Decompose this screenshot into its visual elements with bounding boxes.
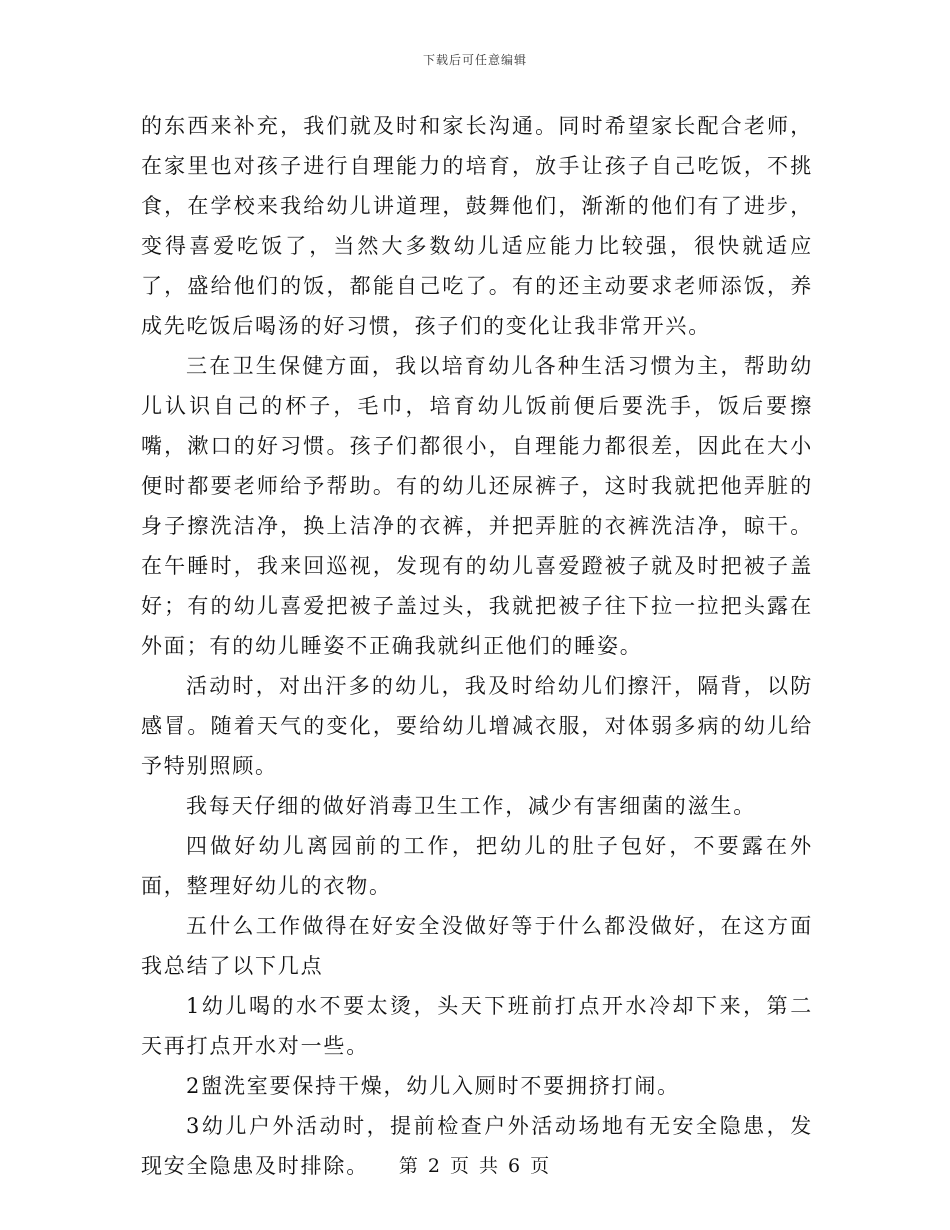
page-header: 下载后可任意编辑 xyxy=(422,53,527,67)
page-number-footer: 第 2 页 共 6 页 xyxy=(398,1155,552,1177)
paragraph-departure-prep: 四做好幼儿离园前的工作，把幼儿的肚子包好，不要露在外面，整理好幼儿的衣物。 xyxy=(141,834,813,898)
paragraph-safety-point-3: 3幼儿户外活动时，提前检查户外活动场地有无安全隐患，发现安全隐患及时排除。 xyxy=(141,1114,813,1178)
paragraph-activity-sweat: 活动时，对出汗多的幼儿，我及时给幼儿们擦汗，隔背，以防感冒。随着天气的变化，要给幼儿增减衣服，对体弱多病的幼儿给予特别照顾。 xyxy=(141,674,813,778)
document-body xyxy=(141,106,813,1186)
paragraph-hygiene-care: 三在卫生保健方面，我以培育幼儿各种生活习惯为主，帮助幼儿认识自己的杯子，毛巾，培育幼儿饭前便后要洗手，饭后要擦嘴，漱口的好习惯。孩子们都很小，自理能力都很差，因此在大小便时都要老师给予帮助。有的幼儿还尿裤子，这时我就把他弄脏的身子擦洗洁净，换上洁净的衣裤，并把弄脏的衣裤洗洁净，晾干。在午睡时，我来回巡视，发现有的幼儿喜爱蹬被子就及时把被子盖好；有的幼儿喜爱把被子盖过头，我就把被子往下拉一拉把头露在外面；有的幼儿睡姿不正确我就纠正他们的睡姿。 xyxy=(141,354,813,658)
paragraph-safety-point-1: 1幼儿喝的水不要太烫，头天下班前打点开水冷却下来，第二天再打点开水对一些。 xyxy=(141,994,813,1058)
paragraph-safety-intro: 五什么工作做得在好安全没做好等于什么都没做好，在这方面我总结了以下几点 xyxy=(141,914,813,978)
paragraph-disinfection: 我每天仔细的做好消毒卫生工作，减少有害细菌的滋生。 xyxy=(186,794,756,818)
paragraph-continuation: 的东西来补充，我们就及时和家长沟通。同时希望家长配合老师，在家里也对孩子进行自理能力的培育，放手让孩子自己吃饭，不挑食，在学校来我给幼儿讲道理，鼓舞他们，渐渐的他们有了进步，变得喜爱吃饭了，当然大多数幼儿适应能力比较强，很快就适应了，盛给他们的饭，都能自己吃了。有的还主动要求老师添饭，养成先吃饭后喝汤的好习惯，孩子们的变化让我非常开兴。 xyxy=(141,114,813,338)
paragraph-safety-point-2: 2盥洗室要保持干燥，幼儿入厕时不要拥挤打闹。 xyxy=(186,1074,680,1098)
